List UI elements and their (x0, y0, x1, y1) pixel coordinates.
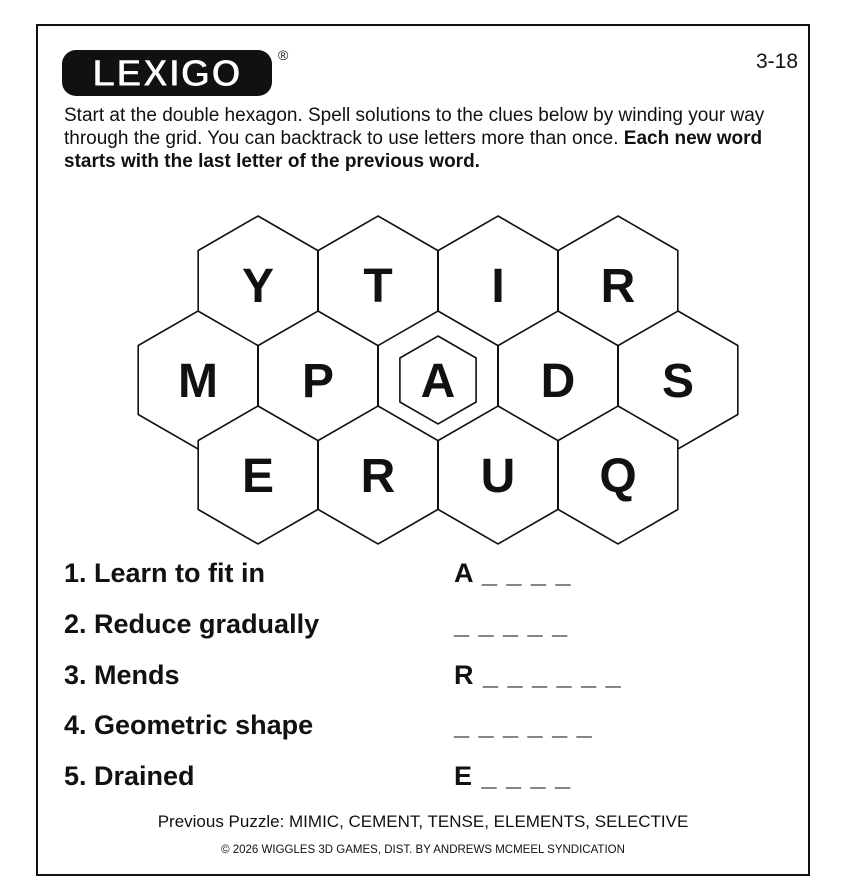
hex-letter: S (661, 355, 695, 408)
clue-2: 2. Reduce gradually (64, 609, 320, 639)
hex-letter: Q (599, 450, 637, 503)
puzzle-number: 3-18 (755, 50, 798, 73)
answer-3[interactable]: R _ _ _ _ _ _ (454, 660, 622, 690)
hex-letter: Y (241, 260, 275, 313)
svg-text:®: ® (278, 47, 289, 63)
answer-5[interactable]: E _ _ _ _ (454, 761, 572, 791)
svg-text:LEXIGO: LEXIGO (92, 53, 242, 95)
hex-letter: U (480, 450, 516, 503)
clue-3: 3. Mends (64, 660, 180, 690)
hex-letter: D (540, 355, 576, 408)
copyright: © 2026 WIGGLES 3D GAMES, DIST. BY ANDREWS MCMEEL SYNDICATION (221, 844, 625, 856)
hex-letter: R (600, 260, 636, 313)
hex-letter: A (420, 355, 456, 408)
clue-4: 4. Geometric shape (64, 710, 314, 740)
hex-letter: P (301, 355, 335, 408)
instructions (64, 104, 794, 173)
hex-letter: R (360, 450, 396, 503)
answer-1[interactable]: A _ _ _ _ (454, 558, 572, 588)
instructions-rule: Each new word starts with the last letter of the previous word. (64, 128, 763, 172)
instructions-text: Start at the double hexagon. Spell solutions to the clues below by winding your way through the grid. You can backtrack to use letters more than once. (64, 105, 765, 149)
hex-letter: T (363, 260, 393, 313)
clue-1: 1. Learn to fit in (64, 558, 266, 588)
hex-letter: M (178, 355, 218, 408)
lexigo-logo (60, 44, 300, 100)
hex-letter: I (491, 260, 505, 313)
hex-letter: E (241, 450, 275, 503)
clue-5: 5. Drained (64, 761, 195, 791)
answer-4[interactable]: _ _ _ _ _ _ (454, 710, 593, 740)
previous-puzzle: Previous Puzzle: MIMIC, CEMENT, TENSE, ELEMENTS, SELECTIVE (157, 812, 689, 831)
answer-2[interactable]: _ _ _ _ _ (454, 609, 569, 639)
